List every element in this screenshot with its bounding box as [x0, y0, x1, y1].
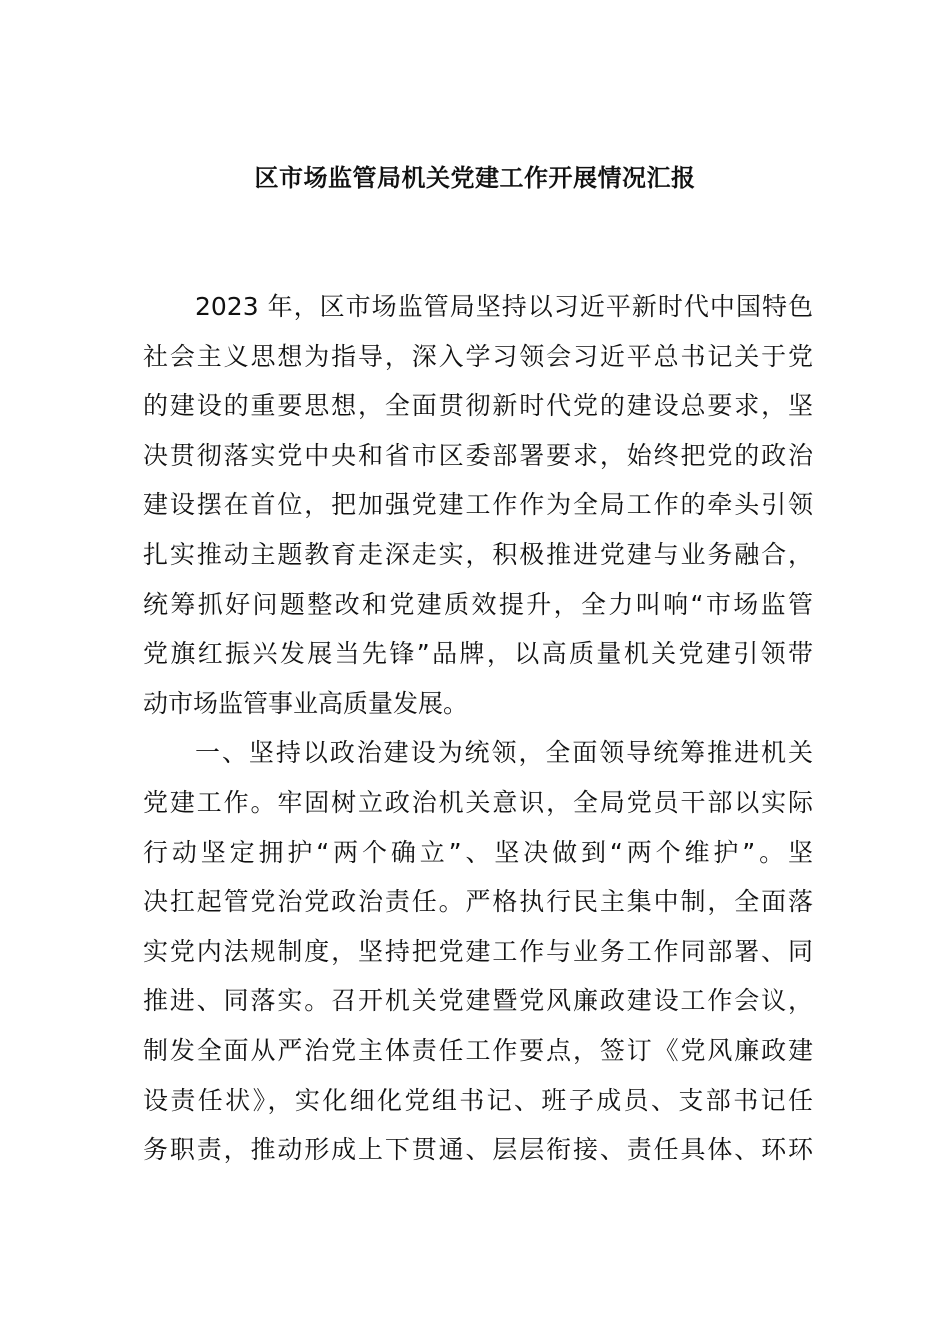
document-title: 区市场监管局机关党建工作开展情况汇报: [254, 164, 696, 192]
paragraph-2: [143, 728, 813, 1174]
document-body: [143, 282, 813, 1175]
paragraph-line: 推进、同落实。召开机关党建暨党风廉政建设工作会议，: [143, 986, 813, 1016]
paragraph-line: 的建设的重要思想，全面贯彻新时代党的建设总要求，坚: [143, 391, 813, 421]
paragraph-line: 建设摆在首位，把加强党建工作作为全局工作的牵头引领: [143, 490, 813, 520]
paragraph-line: 党建工作。牢固树立政治机关意识，全局党员干部以实际: [143, 787, 813, 817]
paragraph-line: 决贯彻落实党中央和省市区委部署要求，始终把党的政治: [143, 440, 813, 470]
paragraph-line: 动市场监管事业高质量发展。: [143, 688, 469, 718]
paragraph-line: 决扛起管党治党政治责任。严格执行民主集中制，全面落: [143, 887, 813, 917]
paragraph-line: 党旗红振兴发展当先锋”品牌，以高质量机关党建引领带: [143, 639, 813, 669]
paragraph-line: 制发全面从严治党主体责任工作要点，签订《党风廉政建: [143, 1035, 813, 1065]
paragraph-line: 扎实推动主题教育走深走实，积极推进党建与业务融合，: [143, 539, 813, 569]
paragraph-line: 实党内法规制度，坚持把党建工作与业务工作同部署、同: [143, 936, 813, 966]
paragraph-1: [143, 282, 813, 728]
paragraph-line: 2023 年，区市场监管局坚持以习近平新时代中国特色: [195, 292, 813, 321]
paragraph-line: 社会主义思想为指导，深入学习领会习近平总书记关于党: [143, 341, 813, 371]
paragraph-line: 设责任状》，实化细化党组书记、班子成员、支部书记任: [143, 1085, 813, 1115]
paragraph-line: 一、坚持以政治建设为统领，全面领导统筹推进机关: [195, 738, 813, 768]
paragraph-line: 行动坚定拥护“两个确立”、坚决做到“两个维护”。坚: [143, 837, 813, 867]
paragraph-line: 统筹抓好问题整改和党建质效提升，全力叫响“市场监管: [143, 589, 813, 619]
paragraph-line: 务职责，推动形成上下贯通、层层衔接、责任具体、环环: [143, 1135, 813, 1165]
